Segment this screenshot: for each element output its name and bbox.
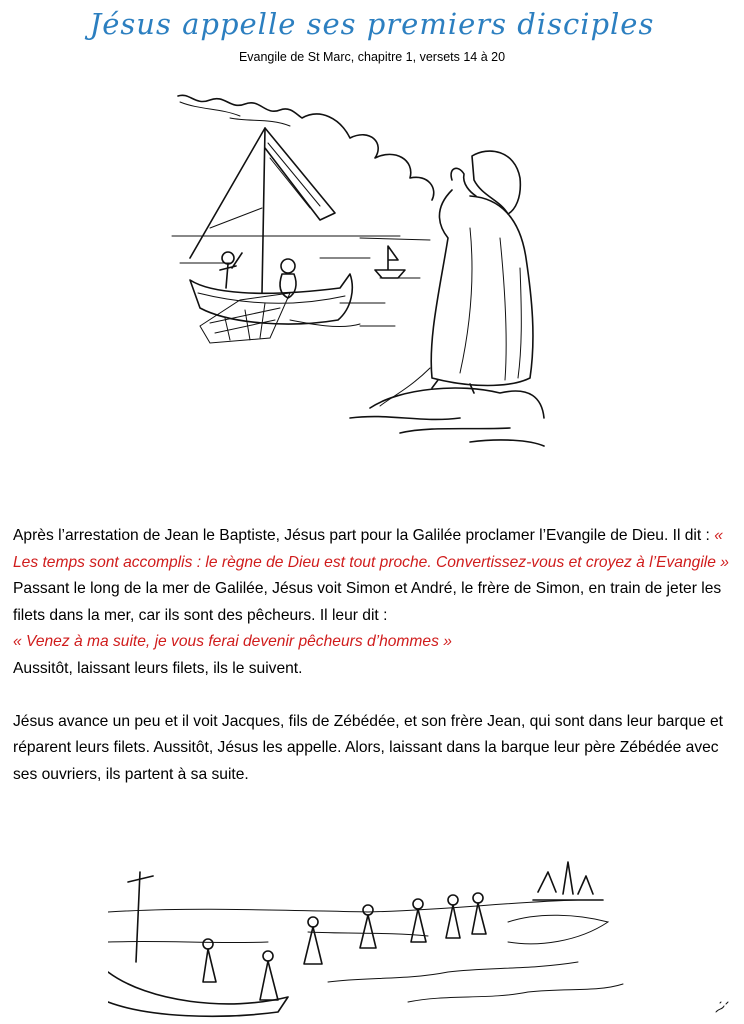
paragraph-arrest (13, 523, 733, 576)
illustration-jesus-calling-fishermen (170, 88, 546, 448)
fisherman-2 (281, 259, 295, 273)
paragraph-spacer (13, 683, 733, 709)
illustration-disciples-following (108, 852, 628, 1020)
boat-mast (262, 128, 265, 293)
jesus-robe (431, 190, 533, 386)
quote-gospel: « Les temps sont accomplis : le règne de Dieu est tout proche. Convertissez-vous et croyez à l’Evangile » (13, 527, 729, 571)
page-title: Jésus appelle ses premiers disciples (89, 7, 655, 41)
paragraph-james-john: Jésus avance un peu et il voit Jacques, fils de Zébédée, et son frère Jean, qui sont dans leur barque et réparent leurs filets. Aussitôt, Jésus les appelle. Alors, laissant dans la barque leur père Zébédée avec ses ouvriers, ils partent à sa suite. (13, 712, 723, 783)
bottom-boat-mast (128, 872, 153, 962)
quote-fishers-of-men: « Venez à ma suite, je vous ferai devenir pêcheurs d’hommes » (13, 633, 452, 651)
page-corner-mark (712, 998, 734, 1016)
cloud-outline (178, 95, 434, 200)
paragraph-follow: Aussitôt, laissant leurs filets, ils le suivent. (13, 659, 303, 677)
fishing-net (200, 293, 290, 343)
jesus-raised-hands (451, 168, 476, 196)
rocks (350, 388, 544, 446)
paragraph-passing: Passant le long de la mer de Galilée, Jésus voit Simon et André, le frère de Simon, en train de jeter les filets dans la mer, car ils sont des pêcheurs. Il leur dit : (13, 580, 722, 624)
shoreline (108, 900, 578, 912)
disciple-figures (203, 893, 486, 1000)
fisherman-1 (222, 252, 234, 264)
town (533, 862, 603, 900)
paragraph-arrest-text: Après l’arrestation de Jean le Baptiste, Jésus part pour la Galilée proclamer l’Evangile de Dieu. Il dit : (13, 527, 715, 544)
distant-boat (375, 246, 405, 278)
story-text (13, 523, 733, 788)
page-subtitle: Evangile de St Marc, chapitre 1, versets 14 à 20 (238, 50, 506, 64)
